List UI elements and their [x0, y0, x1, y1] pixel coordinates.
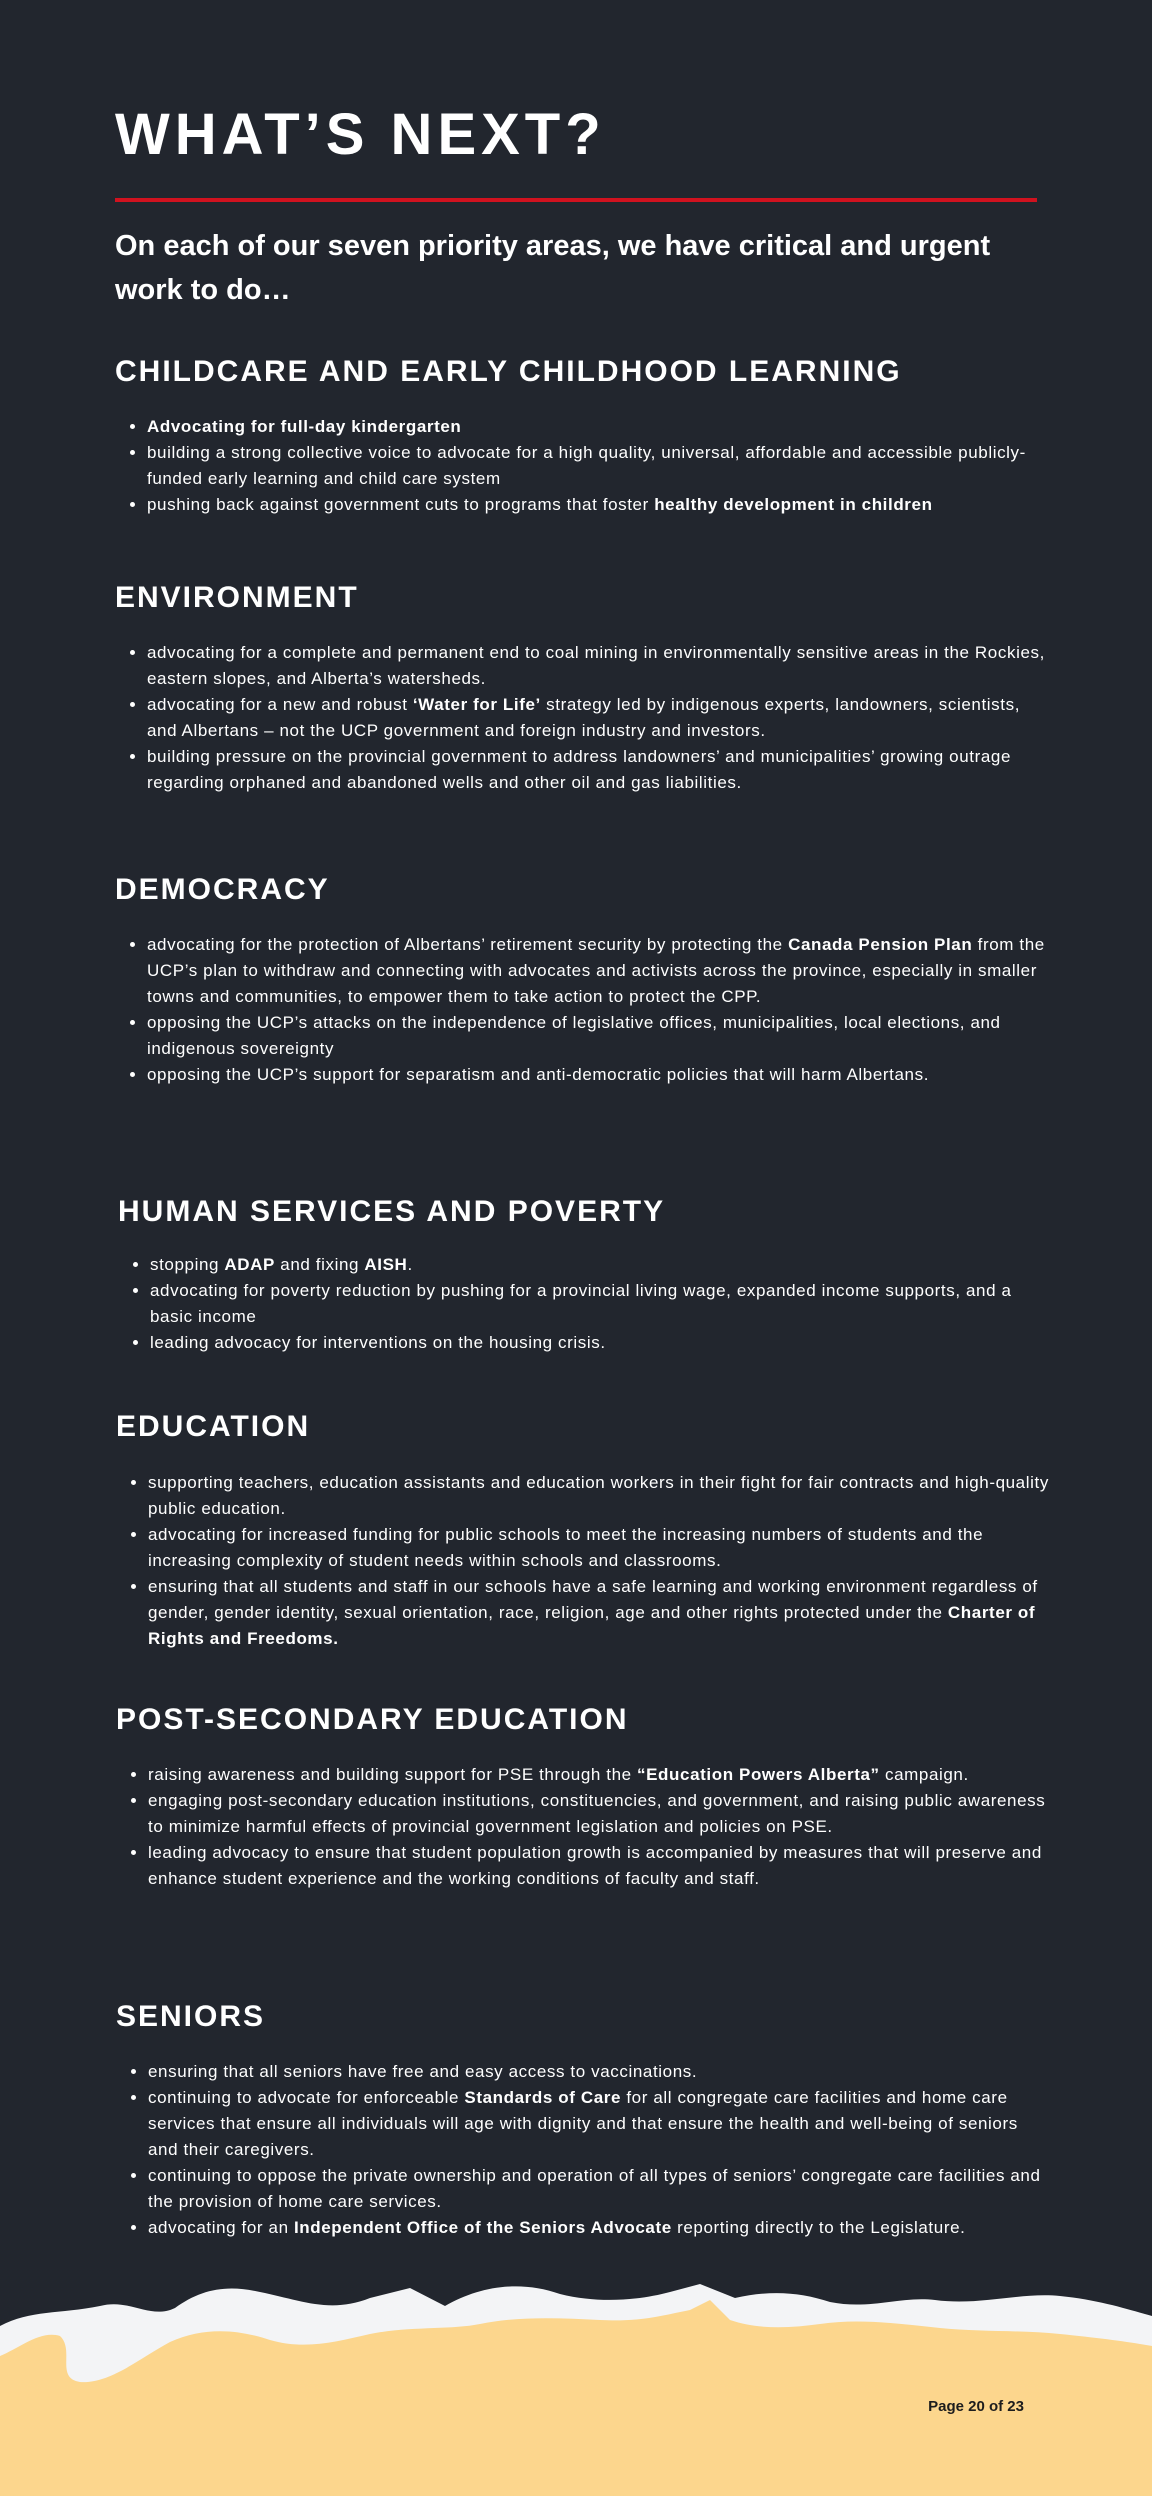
bullet-list [116, 2059, 1051, 2241]
list-item [147, 744, 1050, 796]
list-item [148, 2085, 1051, 2163]
list-item [148, 2059, 1051, 2085]
text-run: pushing back against government cuts to programs that foster [147, 495, 655, 514]
section-heading: POST-SECONDARY EDUCATION [116, 1703, 629, 1736]
list-item [148, 1470, 1051, 1522]
list-item [148, 1788, 1051, 1840]
list-item [148, 1762, 1051, 1788]
bullet-list [116, 1762, 1051, 1892]
list-item [148, 2215, 1051, 2241]
section-childcare [115, 352, 1050, 518]
bullet-list [115, 932, 1050, 1088]
intro-text: On each of our seven priority areas, we have critical and urgent work to do… [115, 230, 991, 306]
list-item [150, 1330, 1053, 1356]
text-run: from the UCP’s plan to withdraw and connecting with advocates and activists across the province, especially in smaller towns and communities, to empower them to take action to protect the CPP. [147, 935, 1045, 1006]
section-education [116, 1407, 1051, 1652]
section-heading: ENVIRONMENT [115, 581, 359, 614]
text-run: continuing to oppose the private ownership and operation of all types of seniors’ congregate care facilities and the provision of home care services. [148, 2166, 1041, 2211]
list-item [147, 640, 1050, 692]
list-item [147, 932, 1050, 1010]
section-environment [115, 578, 1050, 796]
bold-text: AISH [364, 1255, 408, 1274]
list-item [148, 2163, 1051, 2215]
text-run: for all congregate care facilities and home care services that ensure all individuals will age with dignity and that ensure the health and well-being of seniors and their caregivers. [148, 2088, 1018, 2159]
text-run: continuing to advocate for enforceable [148, 2088, 465, 2107]
section-seniors [116, 1997, 1051, 2241]
text-run: engaging post-secondary education institutions, constituencies, and government, and raising public awareness to minimize harmful effects of provincial government legislation and policies on PSE. [148, 1791, 1046, 1836]
bold-text: ‘Water for Life’ [412, 695, 541, 714]
text-run: advocating for poverty reduction by pushing for a provincial living wage, expanded income supports, and a basic income [150, 1281, 1012, 1326]
list-item [147, 414, 1050, 440]
page-number: Page 20 of 23 [928, 2398, 1024, 2415]
text-run: strategy led by indigenous experts, landowners, scientists, and Albertans – not the UCP government and foreign industry and investors. [147, 695, 1021, 740]
list-item [147, 1062, 1050, 1088]
list-item [147, 440, 1050, 492]
text-run: building pressure on the provincial government to address landowners’ and municipalities’ growing outrage regarding orphaned and abandoned wells and other oil and gas liabilities. [147, 747, 1012, 792]
section-democracy [115, 870, 1050, 1088]
text-run: leading advocacy to ensure that student population growth is accompanied by measures that will preserve and enhance student experience and the working conditions of faculty and staff. [148, 1843, 1042, 1888]
text-run: and fixing [274, 1255, 365, 1274]
section-heading: DEMOCRACY [115, 873, 330, 906]
list-item [148, 1574, 1051, 1652]
text-run: reporting directly to the Legislature. [671, 2218, 966, 2237]
text-run: advocating for a complete and permanent end to coal mining in environmentally sensitive areas in the Rockies, eastern slopes, and Alberta’s watersheds. [147, 643, 1045, 688]
list-item [150, 1252, 1053, 1278]
section-human-services [118, 1192, 1053, 1356]
text-run: opposing the UCP’s support for separatism and anti-democratic policies that will harm Albertans. [147, 1065, 930, 1084]
text-run: . [407, 1255, 413, 1274]
section-heading: HUMAN SERVICES AND POVERTY [118, 1195, 666, 1228]
page-title: WHAT’S NEXT? [115, 102, 606, 167]
section-heading: EDUCATION [116, 1410, 311, 1443]
title-divider [115, 198, 1037, 202]
list-item [148, 1522, 1051, 1574]
text-run: supporting teachers, education assistants and education workers in their fight for fair contracts and high-quality public education. [148, 1473, 1049, 1518]
bold-text: healthy development in children [654, 495, 933, 514]
text-run: campaign. [879, 1765, 969, 1784]
bullet-list [118, 1252, 1053, 1356]
list-item [147, 1010, 1050, 1062]
text-run: advocating for the protection of Albertans’ retirement security by protecting the [147, 935, 789, 954]
bold-text: “Education Powers Alberta” [637, 1765, 880, 1784]
bold-text: Independent Office of the Seniors Advocate [293, 2218, 672, 2237]
text-run: advocating for an [148, 2218, 294, 2237]
bullet-list [115, 640, 1050, 796]
bold-text: Standards of Care [464, 2088, 622, 2107]
bullet-list [115, 414, 1050, 518]
section-post-secondary [116, 1700, 1051, 1892]
list-item [150, 1278, 1053, 1330]
section-heading: CHILDCARE AND EARLY CHILDHOOD LEARNING [115, 355, 902, 388]
section-heading: SENIORS [116, 2000, 266, 2033]
text-run: advocating for increased funding for public schools to meet the increasing numbers of students and the increasing complexity of student needs within schools and classrooms. [148, 1525, 984, 1570]
text-run: leading advocacy for interventions on the housing crisis. [150, 1333, 606, 1352]
bold-text: Canada Pension Plan [788, 935, 973, 954]
list-item [148, 1840, 1051, 1892]
text-run: ensuring that all students and staff in our schools have a safe learning and working environment regardless of gender, gender identity, sexual orientation, race, religion, age and other rights protected under the [148, 1577, 1038, 1622]
list-item [147, 492, 1050, 518]
bold-text: Advocating for full-day kindergarten [147, 417, 462, 436]
text-run: opposing the UCP’s attacks on the independence of legislative offices, municipalities, local elections, and indigenous sovereignty [147, 1013, 1001, 1058]
bold-text: ADAP [224, 1255, 275, 1274]
text-run: stopping [150, 1255, 225, 1274]
bold-text: Charter of Rights and Freedoms. [148, 1603, 1036, 1648]
footer-wave-graphic [0, 2270, 1152, 2496]
bullet-list [116, 1470, 1051, 1652]
text-run: ensuring that all seniors have free and easy access to vaccinations. [148, 2062, 698, 2081]
list-item [147, 692, 1050, 744]
text-run: building a strong collective voice to advocate for a high quality, universal, affordable and accessible publicly-funded early learning and child care system [147, 443, 1026, 488]
text-run: advocating for a new and robust [147, 695, 413, 714]
text-run: raising awareness and building support for PSE through the [148, 1765, 638, 1784]
